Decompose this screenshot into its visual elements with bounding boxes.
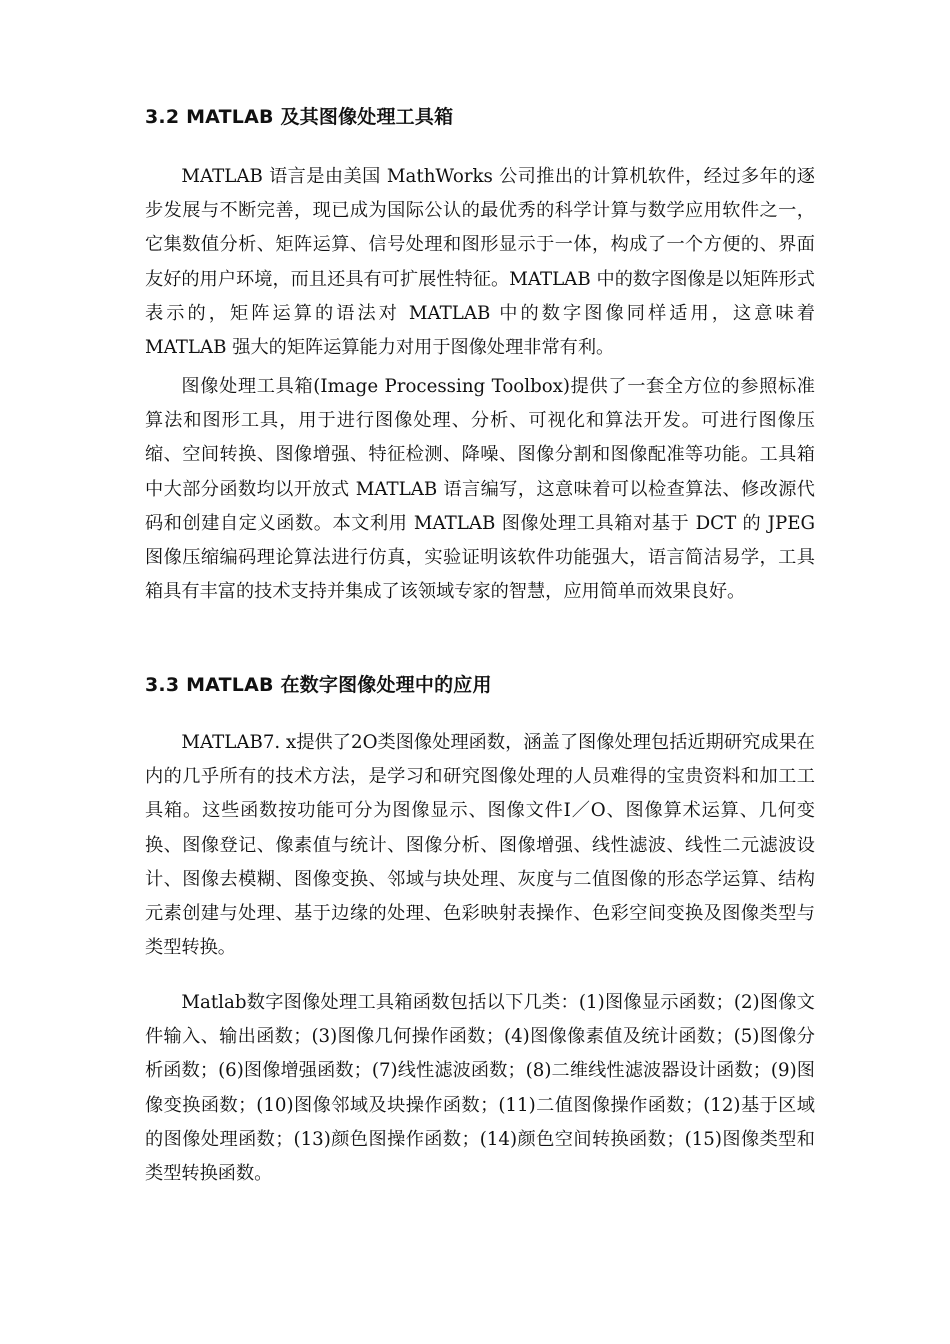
section-heading-3-3: 3.3 MATLAB 在数字图像处理中的应用 — [145, 674, 492, 696]
paragraph-toolbox-function-categories: Matlab数字图像处理工具箱函数包括以下几类：(1)图像显示函数；(2)图像文件输入、输出函数；(3)图像几何操作函数；(4)图像像素值及统计函数；(5)图像分析函数；(6)图像增强函数；(7)线性滤波函数；(8)二维线性滤波器设计函数；(9)图像变换函数；(10)图像邻域及块操作函数；(11)二值图像操作函数；(12)基于区域的图像处理函数；(13)颜色图操作函数；(14)颜色空间转换函数；(15)图像类型和类型转换函数。 — [145, 992, 815, 1185]
paragraph-matlab7-functions: MATLAB7. x提供了2O类图像处理函数，涵盖了图像处理包括近期研究成果在内的几乎所有的技术方法，是学习和研究图像处理的人员难得的宝贵资料和加工工具箱。这些函数按功能可分为图像显示、图像文件I／O、图像算术运算、几何变换、图像登记、像素值与统计、图像分析、图像增强、线性滤波、线性二元滤波设计、图像去模糊、图像变换、邻域与块处理、灰度与二值图像的形态学运算、结构元素创建与处理、基于边缘的处理、色彩映射表操作、色彩空间变换及图像类型与类型转换。 — [145, 732, 815, 959]
section-heading-3-2: 3.2 MATLAB 及其图像处理工具箱 — [145, 106, 454, 128]
paragraph-image-processing-toolbox: 图像处理工具箱(Image Processing Toolbox)提供了一套全方位的参照标准算法和图形工具，用于进行图像处理、分析、可视化和算法开发。可进行图像压缩、空间转换、图像增强、特征检测、降噪、图像分割和图像配准等功能。工具箱中大部分函数均以开放式 MATLAB 语言编写，这意味着可以检查算法、修改源代码和创建自定义函数。本文利用 MATLAB 图像处理工具箱对基于 DCT 的 JPEG 图像压缩编码理论算法进行仿真，实验证明该软件功能强大，语言简洁易学，工具箱具有丰富的技术支持并集成了该领域专家的智慧，应用简单而效果良好。 — [145, 376, 815, 603]
paragraph-matlab-intro: MATLAB 语言是由美国 MathWorks 公司推出的计算机软件，经过多年的逐步发展与不断完善，现已成为国际公认的最优秀的科学计算与数学应用软件之一，它集数值分析、矩阵运算、信号处理和图形显示于一体，构成了一个方便的、界面友好的用户环境，而且还具有可扩展性特征。MATLAB 中的数字图像是以矩阵形式表示的，矩阵运算的语法对 MATLAB 中的数字图像同样适用，这意味着 MATLAB 强大的矩阵运算能力对用于图像处理非常有利。 — [145, 166, 815, 359]
